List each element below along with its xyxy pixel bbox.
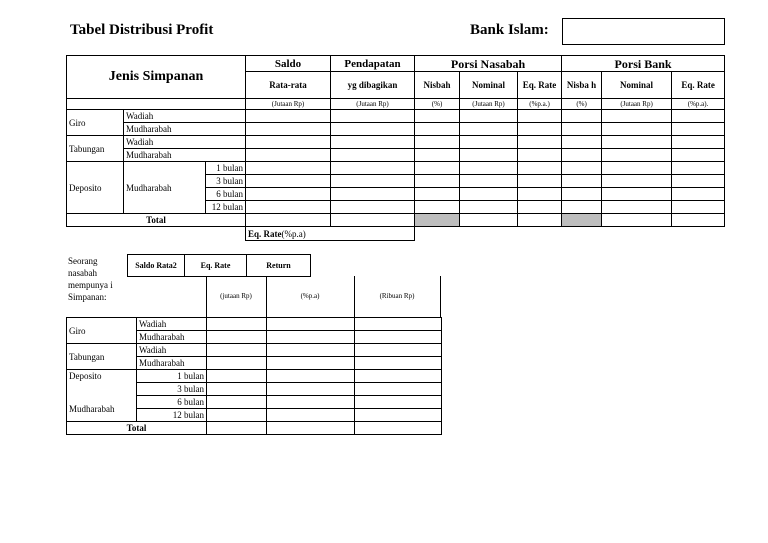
table-row (67, 110, 725, 123)
nasabah-nominal-header: Nominal (460, 72, 518, 99)
data-cell[interactable] (460, 149, 518, 162)
unit-pendapatan: (Jutaan Rp) (331, 99, 415, 110)
data-cell[interactable] (672, 214, 725, 227)
data-cell[interactable] (602, 136, 672, 149)
data-cell[interactable] (267, 383, 355, 396)
data-cell[interactable] (562, 162, 602, 175)
data-cell[interactable] (355, 318, 442, 331)
total-label: Total (67, 214, 246, 227)
row-label-giro-wadiah: Wadiah (137, 318, 207, 331)
data-cell[interactable] (518, 162, 562, 175)
data-cell[interactable] (246, 188, 331, 201)
porsi-bank-header: Porsi Bank (562, 56, 725, 72)
data-cell[interactable] (562, 175, 602, 188)
data-cell[interactable] (672, 123, 725, 136)
divider (440, 276, 441, 317)
data-cell[interactable] (672, 136, 725, 149)
data-cell[interactable] (246, 136, 331, 149)
data-cell[interactable] (518, 123, 562, 136)
row-label-giro: Giro (67, 318, 137, 344)
data-cell[interactable] (602, 188, 672, 201)
row-label-deposito-mudharabah: Mudharabah (67, 403, 137, 416)
eq-rate-footer-unit: (%p.a) (281, 228, 306, 239)
unit-nasabah-eq-rate: (%p.a.) (518, 99, 562, 110)
data-cell[interactable] (518, 175, 562, 188)
data-cell[interactable] (207, 318, 267, 331)
data-cell[interactable] (460, 188, 518, 201)
data-cell[interactable] (672, 188, 725, 201)
unit-nasabah-nominal: (Jutaan Rp) (460, 99, 518, 110)
data-cell[interactable] (460, 110, 518, 123)
units-blank-cell (67, 99, 246, 110)
data-cell[interactable] (518, 110, 562, 123)
table-row (67, 409, 442, 422)
data-cell[interactable] (207, 383, 267, 396)
total-row (67, 214, 725, 227)
data-cell[interactable] (331, 149, 415, 162)
row-label-3-bulan: 3 bulan (137, 383, 207, 396)
pendapatan-header: Pendapatan (331, 56, 415, 72)
data-cell[interactable] (415, 188, 460, 201)
data-cell[interactable] (460, 214, 518, 227)
table-row (67, 344, 442, 357)
row-label-tabungan: Tabungan (67, 136, 124, 162)
row-label-tabungan-wadiah: Wadiah (124, 136, 246, 149)
data-cell[interactable] (207, 422, 267, 435)
row-label-3-bulan: 3 bulan (206, 175, 246, 188)
data-cell[interactable] (355, 370, 442, 383)
unit-ribuan: (Ribuan Rp) (379, 292, 415, 300)
table-row (67, 370, 442, 383)
data-cell[interactable] (331, 162, 415, 175)
data-cell[interactable] (415, 162, 460, 175)
shaded-cell (415, 214, 460, 227)
data-cell[interactable] (355, 409, 442, 422)
data-cell[interactable] (672, 201, 725, 214)
unit-nasabah-nisbah: (%) (415, 99, 460, 110)
data-cell[interactable] (331, 214, 415, 227)
nasabah-nisbah-header: Nisbah (415, 72, 460, 99)
table-row (67, 149, 725, 162)
row-label-giro-mudharabah: Mudharabah (124, 123, 246, 136)
data-cell[interactable] (331, 188, 415, 201)
data-cell[interactable] (355, 396, 442, 409)
data-cell[interactable] (415, 201, 460, 214)
data-cell[interactable] (267, 344, 355, 357)
bank-name-field[interactable] (562, 18, 725, 45)
data-cell[interactable] (267, 318, 355, 331)
porsi-nasabah-header: Porsi Nasabah (415, 56, 562, 72)
data-cell[interactable] (246, 214, 331, 227)
data-cell[interactable] (415, 123, 460, 136)
table-row (67, 318, 442, 331)
data-cell[interactable] (267, 396, 355, 409)
row-label-6-bulan: 6 bulan (137, 396, 207, 409)
saldo-header: Saldo (246, 56, 331, 72)
unit-bank-nisbah: (%) (562, 99, 602, 110)
row-label-12-bulan: 12 bulan (206, 201, 246, 214)
data-cell[interactable] (460, 201, 518, 214)
unit-bank-eq-rate: (%p.a). (672, 99, 725, 110)
data-cell[interactable] (267, 331, 355, 344)
data-cell[interactable] (672, 149, 725, 162)
data-cell[interactable] (672, 110, 725, 123)
data-cell[interactable] (415, 110, 460, 123)
data-cell[interactable] (602, 123, 672, 136)
jenis-simpanan-header: Jenis Simpanan (67, 56, 246, 99)
row-label-deposito: Deposito (67, 162, 124, 214)
data-cell[interactable] (672, 175, 725, 188)
data-cell[interactable] (331, 123, 415, 136)
nasabah-simpanan-table (66, 317, 442, 435)
data-cell[interactable] (246, 201, 331, 214)
data-cell[interactable] (267, 409, 355, 422)
data-cell[interactable] (672, 162, 725, 175)
unit-pa: (%p.a) (300, 292, 320, 300)
row-label-12-bulan: 12 bulan (137, 409, 207, 422)
data-cell[interactable] (602, 175, 672, 188)
data-cell[interactable] (207, 396, 267, 409)
data-cell[interactable] (460, 123, 518, 136)
data-cell[interactable] (331, 110, 415, 123)
data-cell[interactable] (207, 344, 267, 357)
data-cell[interactable] (602, 214, 672, 227)
data-cell[interactable] (355, 344, 442, 357)
data-cell[interactable] (518, 149, 562, 162)
row-label-giro: Giro (67, 110, 124, 136)
profit-distribution-table (66, 55, 725, 241)
eq-rate-footer-label: Eq. Rate (248, 228, 282, 239)
saldo-rata2-header: Saldo Rata2 (128, 255, 185, 277)
data-cell[interactable] (415, 136, 460, 149)
nasabah-intro-text: Seorang nasabah mempunya i Simpanan: (68, 256, 113, 302)
total-label: Total (67, 422, 207, 435)
data-cell[interactable] (246, 123, 331, 136)
unit-bank-nominal: (Jutaan Rp) (602, 99, 672, 110)
row-label-6-bulan: 6 bulan (206, 188, 246, 201)
data-cell[interactable] (562, 149, 602, 162)
data-cell[interactable] (331, 201, 415, 214)
eq-rate-header: Eq. Rate (185, 255, 247, 277)
data-cell[interactable] (246, 110, 331, 123)
data-cell[interactable] (267, 357, 355, 370)
bank-eq-rate-header: Eq. Rate (672, 72, 725, 99)
row-label-tabungan-mudharabah: Mudharabah (137, 357, 207, 370)
unit-jutaan: (jutaan Rp) (220, 292, 252, 300)
data-cell[interactable] (207, 357, 267, 370)
data-cell[interactable] (207, 331, 267, 344)
page-title: Tabel Distribusi Profit (70, 22, 214, 38)
data-cell[interactable] (460, 162, 518, 175)
data-cell[interactable] (602, 110, 672, 123)
data-cell[interactable] (355, 422, 442, 435)
row-label-giro-wadiah: Wadiah (124, 110, 246, 123)
data-cell[interactable] (602, 149, 672, 162)
row-label-giro-mudharabah: Mudharabah (137, 331, 207, 344)
data-cell[interactable] (562, 136, 602, 149)
data-cell[interactable] (602, 162, 672, 175)
data-cell[interactable] (518, 188, 562, 201)
row-label-1-bulan: 1 bulan (206, 162, 246, 175)
shaded-cell (562, 214, 602, 227)
data-cell[interactable] (331, 136, 415, 149)
eq-rate-footer-cell[interactable] (246, 227, 415, 241)
data-cell[interactable] (267, 370, 355, 383)
data-cell[interactable] (562, 201, 602, 214)
data-cell[interactable] (246, 175, 331, 188)
bank-nominal-header: Nominal (602, 72, 672, 99)
row-label-deposito: Deposito (67, 370, 137, 383)
data-cell[interactable] (331, 175, 415, 188)
data-cell[interactable] (460, 136, 518, 149)
nasabah-eq-rate-header: Eq. Rate (518, 72, 562, 99)
data-cell[interactable] (355, 357, 442, 370)
return-header: Return (247, 255, 311, 277)
bank-islam-label: Bank Islam: (470, 22, 549, 38)
data-cell[interactable] (518, 201, 562, 214)
bank-nisbah-header: Nisba h (562, 72, 602, 99)
table-row (67, 136, 725, 149)
data-cell[interactable] (415, 175, 460, 188)
data-cell[interactable] (207, 409, 267, 422)
data-cell[interactable] (562, 110, 602, 123)
data-cell[interactable] (562, 188, 602, 201)
table-row (67, 383, 442, 396)
unit-saldo: (Jutaan Rp) (246, 99, 331, 110)
data-cell[interactable] (355, 383, 442, 396)
data-cell[interactable] (602, 201, 672, 214)
nasabah-header-table (127, 254, 311, 277)
row-label-tabungan: Tabungan (67, 344, 137, 370)
data-cell[interactable] (460, 175, 518, 188)
total-row (67, 422, 442, 435)
data-cell[interactable] (355, 331, 442, 344)
data-cell[interactable] (562, 123, 602, 136)
row-label-tabungan-wadiah: Wadiah (137, 344, 207, 357)
data-cell[interactable] (246, 162, 331, 175)
table-row (67, 162, 725, 175)
row-label-tabungan-mudharabah: Mudharabah (124, 149, 246, 162)
data-cell[interactable] (246, 149, 331, 162)
data-cell[interactable] (207, 370, 267, 383)
row-label-1-bulan: 1 bulan (137, 370, 207, 383)
row-label-deposito-mudharabah: Mudharabah (124, 162, 206, 214)
data-cell[interactable] (267, 422, 355, 435)
table-row (67, 123, 725, 136)
data-cell[interactable] (518, 136, 562, 149)
rata-rata-header: Rata-rata (246, 72, 331, 99)
data-cell[interactable] (415, 149, 460, 162)
yg-dibagikan-header: yg dibagikan (331, 72, 415, 99)
data-cell[interactable] (518, 214, 562, 227)
